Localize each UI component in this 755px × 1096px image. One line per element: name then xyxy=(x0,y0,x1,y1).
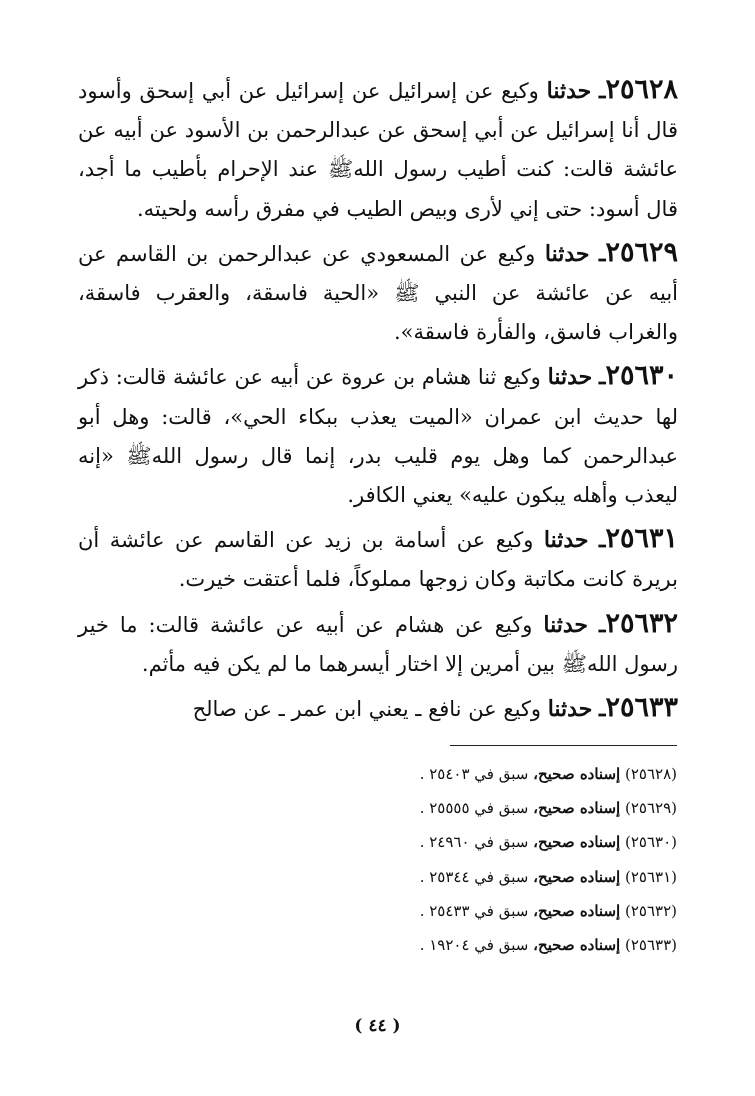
hadith-number: ٢٥٦٣١ xyxy=(605,523,678,555)
footnote xyxy=(300,757,677,791)
hadith-text: وكيع عن المسعودي عن عبدالرحمن بن القاسم عن أبيه عن عائشة عن النبي ﷺ «الحية فاسقة، والعقرب فاسقة، والغراب فاسق، والفأرة فاسقة». xyxy=(78,241,678,345)
footnote xyxy=(300,860,677,894)
footnote-ref: (٢٥٦٣٠) xyxy=(624,833,677,852)
hadith-keyword: حدثنا xyxy=(543,611,589,638)
footnotes xyxy=(300,757,677,962)
footnote-ref: (٢٥٦٢٨) xyxy=(624,765,677,783)
footnote-note: سبق في ٢٥٥٥٥ . xyxy=(419,799,534,818)
footnote-grade: إسناده صحيح، xyxy=(533,799,621,818)
hadith-keyword: حدثنا xyxy=(546,78,592,104)
footnote-ref: (٢٥٦٣٢) xyxy=(624,901,677,920)
footnote xyxy=(300,894,677,928)
hadith-dash: ـ xyxy=(599,611,606,638)
hadith-text: وكيع عن هشام عن أبيه عن عائشة قالت: ما خير رسول اللهﷺ بين أمرين إلا اختار أيسرهما ما لم يكن فيه مأثم. xyxy=(78,612,678,676)
hadith-number: ٢٥٦٢٩ xyxy=(605,236,678,268)
hadith-25633 xyxy=(78,688,678,729)
hadith-dash: ـ xyxy=(599,364,606,391)
hadith-dash: ـ xyxy=(599,527,606,554)
hadith-25630 xyxy=(78,356,678,515)
hadith-text: وكيع ثنا هشام بن عروة عن أبيه عن عائشة قالت: ذكر لها حديث ابن عمران «الميت يعذب ببكاء الحي»، قالت: وهل أبو عبدالرحمن كما وهل يوم قليب بدر، إنما قال رسول اللهﷺ «إنه ليعذب وأهله يبكون عليه» يعني الكافر. xyxy=(78,365,678,508)
hadith-number: ٢٥٦٣٣ xyxy=(605,692,678,724)
hadith-dash: ـ xyxy=(599,240,606,267)
hadith-number: ٢٥٦٢٨ xyxy=(605,74,678,105)
footnote-grade: إسناده صحيح، xyxy=(533,833,621,852)
hadith-number: ٢٥٦٣٢ xyxy=(605,607,678,639)
footnote xyxy=(300,825,677,859)
footnote-divider xyxy=(450,745,677,746)
hadith-25629 xyxy=(78,233,678,353)
hadith-text: وكيع عن إسرائيل عن إسرائيل عن أبي إسحق وأسود قال أنا إسرائيل عن أبي إسحق عن عبدالرحمن بن الأسود عن أبيه عن عائشة قالت: كنت أطيب رسول اللهﷺ عند الإحرام بأطيب ما أجد، قال أسود: حتى إني لأرى وبيص الطيب في مفرق رأسه ولحيته. xyxy=(78,79,678,221)
footnote-note: سبق في ٢٤٩٦٠ . xyxy=(419,833,534,852)
hadith-25632 xyxy=(78,604,678,684)
hadith-dash: ـ xyxy=(599,78,606,104)
hadith-dash: ـ xyxy=(599,696,606,723)
footnote-ref: (٢٥٦٣١) xyxy=(624,867,677,886)
hadith-keyword: حدثنا xyxy=(547,364,593,391)
footnote-note: سبق في ٢٥٣٤٤ . xyxy=(419,867,534,886)
footnote-note: سبق في ٢٥٤٣٣ . xyxy=(419,901,534,920)
footnote-note: سبق في ٢٥٤٠٣ . xyxy=(419,765,534,783)
hadith-keyword: حدثنا xyxy=(547,696,593,723)
hadith-25628 xyxy=(78,70,678,229)
footnote-grade: إسناده صحيح، xyxy=(533,901,621,920)
footnote-note: سبق في ١٩٢٠٤ . xyxy=(419,936,534,955)
footnote xyxy=(300,791,677,825)
hadith-number: ٢٥٦٣٠ xyxy=(605,360,678,392)
footnote-grade: إسناده صحيح، xyxy=(533,867,621,886)
page-number: ( ٤٤ ) xyxy=(354,1016,401,1036)
hadith-keyword: حدثنا xyxy=(543,527,589,554)
footnote-ref: (٢٥٦٢٩) xyxy=(624,799,677,818)
hadith-text: وكيع عن أسامة بن زيد عن القاسم عن عائشة أن بريرة كانت مكاتبة وكان زوجها مملوكاً، فلما أعتقت خيرت. xyxy=(78,528,678,592)
hadith-list xyxy=(78,70,678,729)
hadith-25631 xyxy=(78,519,678,599)
hadith-text: وكيع عن نافع ـ يعني ابن عمر ـ عن صالح xyxy=(192,697,548,722)
footnote xyxy=(300,928,677,962)
footnote-grade: إسناده صحيح، xyxy=(533,936,621,955)
footnote-grade: إسناده صحيح، xyxy=(533,765,621,783)
hadith-keyword: حدثنا xyxy=(544,240,590,267)
footnote-ref: (٢٥٦٣٣) xyxy=(624,936,677,955)
